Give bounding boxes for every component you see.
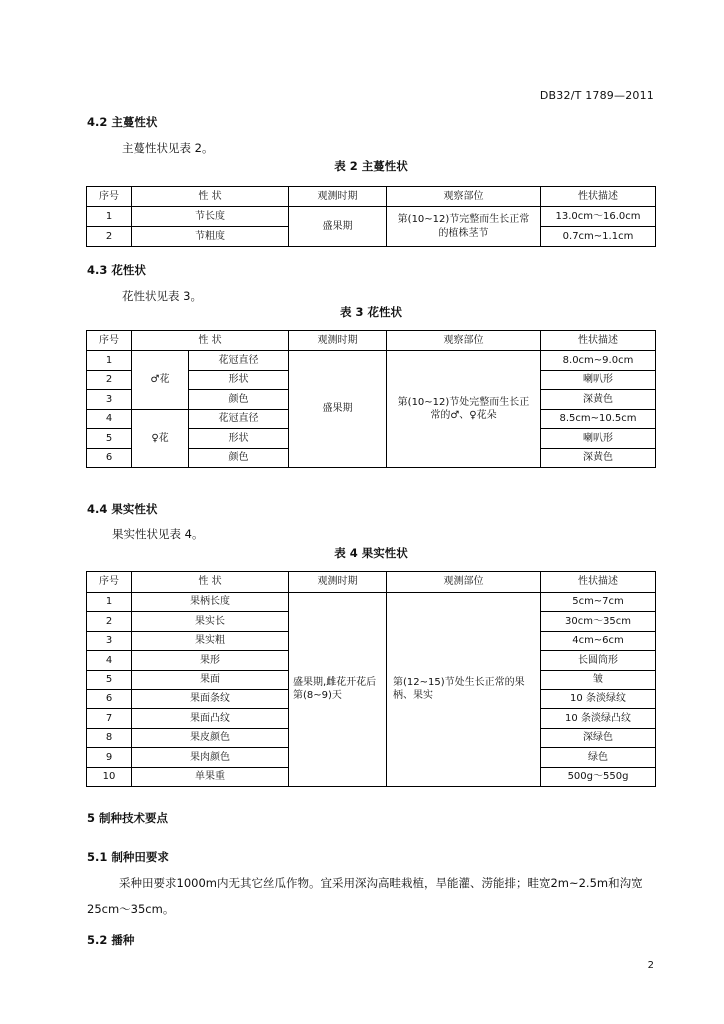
table-3: [86, 330, 656, 468]
trait-cell: 颜色: [189, 448, 289, 468]
table-4-caption: 表 4 果实性状: [334, 546, 408, 560]
description-cell: 5cm~7cm: [541, 593, 656, 612]
row-number: 2: [87, 612, 132, 631]
description-cell: 4cm~6cm: [541, 631, 656, 650]
section-heading-4-3: 4.3 花性状: [87, 263, 146, 277]
table-row: [87, 351, 656, 371]
section-heading-5-1: 5.1 制种田要求: [87, 850, 169, 864]
row-number: 4: [87, 409, 132, 429]
row-number: 1: [87, 593, 132, 612]
table-2: [86, 186, 656, 247]
header-cell: 观测部位: [387, 572, 541, 593]
period-cell: 盛果期: [289, 207, 387, 247]
description-cell: 深绿色: [541, 728, 656, 747]
section-heading-5-2: 5.2 播种: [87, 933, 135, 947]
row-number: 3: [87, 390, 132, 410]
trait-cell: 花冠直径: [189, 351, 289, 371]
row-number: 2: [87, 370, 132, 390]
row-number: 10: [87, 767, 132, 786]
header-cell: 序号: [87, 331, 132, 351]
row-number: 3: [87, 631, 132, 650]
trait-cell: 果面凸纹: [132, 709, 289, 728]
trait-cell: 果肉颜色: [132, 748, 289, 767]
description-cell: 喇叭形: [541, 429, 656, 449]
trait-cell: 花冠直径: [189, 409, 289, 429]
header-cell: 性 状: [132, 572, 289, 593]
row-number: 8: [87, 728, 132, 747]
header-cell: 序号: [87, 187, 132, 207]
trait-cell: 颜色: [189, 390, 289, 410]
section-intro-4-3: 花性状见表 3。: [122, 289, 202, 303]
table-row: [87, 207, 656, 227]
page-number: 2: [647, 960, 654, 971]
section-heading-4-4: 4.4 果实性状: [87, 502, 158, 516]
row-number: 1: [87, 207, 132, 227]
trait-cell: 果实粗: [132, 631, 289, 650]
trait-cell: 节长度: [132, 207, 289, 227]
trait-cell: 果形: [132, 651, 289, 670]
header-cell: 性 状: [132, 187, 289, 207]
header-cell: 观测时期: [289, 572, 387, 593]
section-intro-4-2: 主蔓性状见表 2。: [122, 141, 214, 155]
position-cell: 第(12~15)节处生长正常的果柄、果实: [387, 593, 541, 787]
row-number: 5: [87, 670, 132, 689]
position-cell: 第(10~12)节处完整而生长正常的♂、♀花朵: [387, 351, 541, 468]
trait-cell: 果面: [132, 670, 289, 689]
trait-cell: 节粗度: [132, 227, 289, 247]
row-number: 5: [87, 429, 132, 449]
description-cell: 500g～550g: [541, 767, 656, 786]
header-cell: 观察部位: [387, 331, 541, 351]
description-cell: 8.5cm~10.5cm: [541, 409, 656, 429]
description-cell: 30cm～35cm: [541, 612, 656, 631]
header-cell: 观察部位: [387, 187, 541, 207]
table-2-caption: 表 2 主蔓性状: [334, 159, 408, 173]
description-cell: 深黄色: [541, 448, 656, 468]
section-heading-5: 5 制种技术要点: [87, 811, 169, 825]
section-heading-4-2: 4.2 主蔓性状: [87, 115, 158, 129]
row-number: 1: [87, 351, 132, 371]
table-4: [86, 571, 656, 787]
row-number: 6: [87, 689, 132, 708]
table-header-row: [87, 187, 656, 207]
header-cell: 性状描述: [541, 331, 656, 351]
description-cell: 长圆筒形: [541, 651, 656, 670]
header-cell: 观测时期: [289, 187, 387, 207]
trait-cell: 果实长: [132, 612, 289, 631]
trait-cell: 单果重: [132, 767, 289, 786]
description-cell: 绿色: [541, 748, 656, 767]
row-number: 6: [87, 448, 132, 468]
row-number: 7: [87, 709, 132, 728]
header-cell: 观测时期: [289, 331, 387, 351]
header-cell: 性状描述: [541, 187, 656, 207]
section-intro-4-4: 果实性状见表 4。: [112, 527, 204, 541]
description-cell: 皱: [541, 670, 656, 689]
description-cell: 8.0cm~9.0cm: [541, 351, 656, 371]
flower-group-male: ♂花: [132, 351, 189, 410]
table-header-row: [87, 572, 656, 593]
trait-cell: 果皮颜色: [132, 728, 289, 747]
table-row: [87, 593, 656, 612]
description-cell: 10 条淡绿纹: [541, 689, 656, 708]
description-cell: 0.7cm~1.1cm: [541, 227, 656, 247]
description-cell: 喇叭形: [541, 370, 656, 390]
description-cell: 深黄色: [541, 390, 656, 410]
trait-cell: 形状: [189, 370, 289, 390]
trait-cell: 果面条纹: [132, 689, 289, 708]
header-cell: 性状描述: [541, 572, 656, 593]
description-cell: 13.0cm～16.0cm: [541, 207, 656, 227]
row-number: 9: [87, 748, 132, 767]
table-3-caption: 表 3 花性状: [339, 305, 402, 319]
header-cell: 性 状: [132, 331, 289, 351]
trait-cell: 果柄长度: [132, 593, 289, 612]
row-number: 2: [87, 227, 132, 247]
flower-group-female: ♀花: [132, 409, 189, 468]
description-cell: 10 条淡绿凸纹: [541, 709, 656, 728]
period-cell: 盛果期: [289, 351, 387, 468]
section-5-1-paragraph: 采种田要求1000m内无其它丝瓜作物。宜采用深沟高畦栽植，旱能灌、涝能排；畦宽2m~2.5m和沟宽25cm～35cm。: [87, 876, 643, 916]
document-code: DB32/T 1789—2011: [539, 89, 654, 102]
position-cell: 第(10~12)节完整而生长正常的植株茎节: [387, 207, 541, 247]
trait-cell: 形状: [189, 429, 289, 449]
row-number: 4: [87, 651, 132, 670]
period-cell: 盛果期,雌花开花后第(8~9)天: [289, 593, 387, 787]
header-cell: 序号: [87, 572, 132, 593]
table-header-row: [87, 331, 656, 351]
